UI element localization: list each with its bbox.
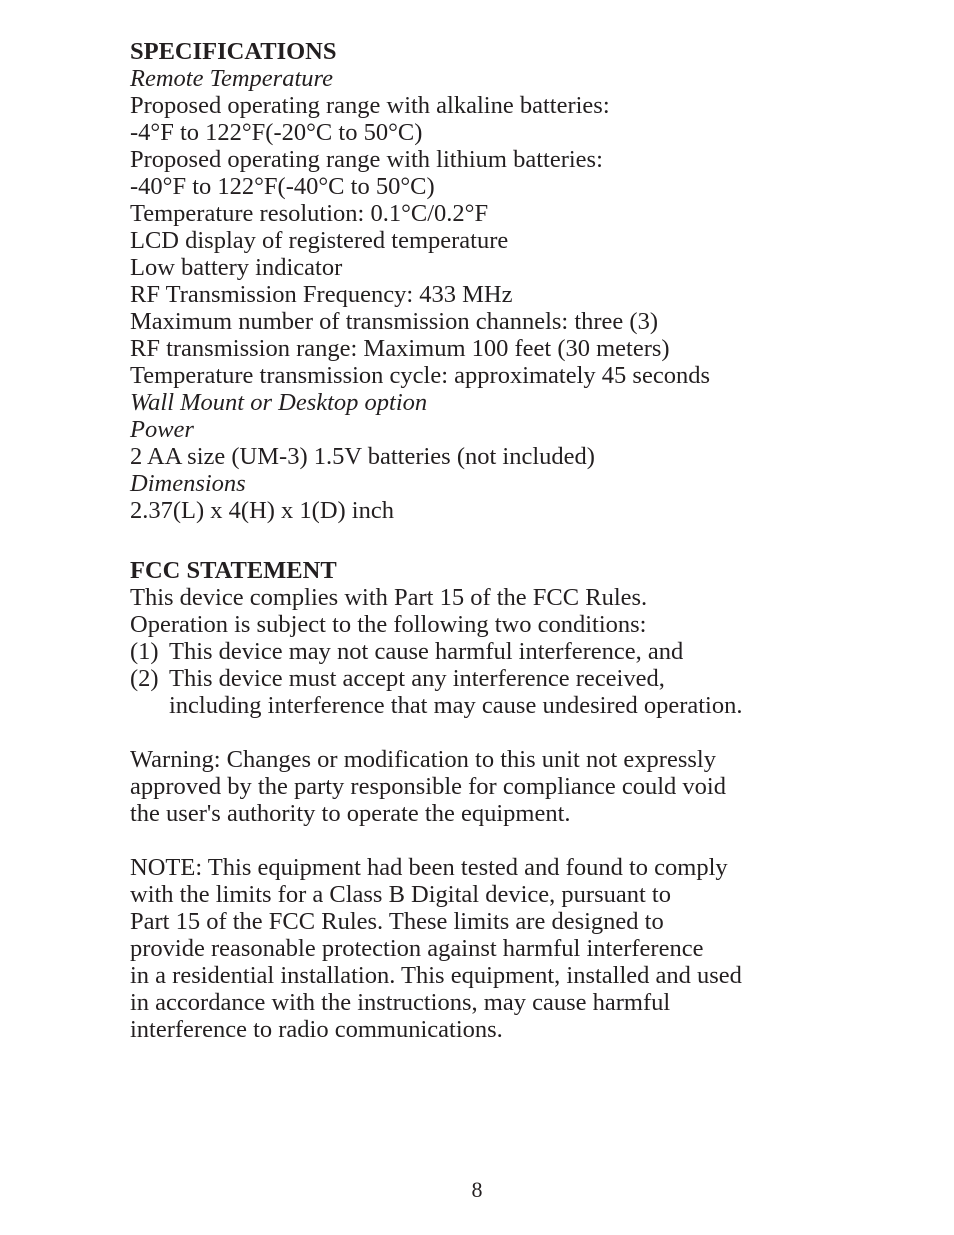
fcc-condition-continuation: including interference that may cause undesired operation. <box>169 692 743 719</box>
power-text: 2 AA size (UM-3) 1.5V batteries (not included) <box>130 443 595 470</box>
fcc-condition-text: This device may not cause harmful interference, and <box>169 638 684 665</box>
dimensions-text: 2.37(L) x 4(H) x 1(D) inch <box>130 497 394 524</box>
spec-line: Maximum number of transmission channels: three (3) <box>130 308 658 335</box>
spec-line: RF transmission range: Maximum 100 feet (30 meters) <box>130 335 670 362</box>
document-page <box>130 38 830 1043</box>
note-paragraph <box>130 854 830 1043</box>
spec-line: -40°F to 122°F(-40°C to 50°C) <box>130 173 435 200</box>
note-line: interference to radio communications. <box>130 1016 503 1043</box>
note-line: in a residential installation. This equipment, installed and used <box>130 962 742 989</box>
fcc-heading: FCC STATEMENT <box>130 557 337 584</box>
paragraph-spacer <box>130 719 830 746</box>
specifications-heading: SPECIFICATIONS <box>130 38 337 65</box>
spec-line: Temperature resolution: 0.1°C/0.2°F <box>130 200 489 227</box>
paragraph-spacer <box>130 827 830 854</box>
spec-line: LCD display of registered temperature <box>130 227 509 254</box>
fcc-condition-number: (2) <box>130 665 159 692</box>
spec-line: -4°F to 122°F(-20°C to 50°C) <box>130 119 423 146</box>
fcc-condition-item <box>130 665 830 692</box>
warning-line: approved by the party responsible for compliance could void <box>130 773 726 800</box>
fcc-intro-line: This device complies with Part 15 of the FCC Rules. <box>130 584 648 611</box>
warning-line: the user's authority to operate the equipment. <box>130 800 571 827</box>
section-spacer <box>130 524 830 557</box>
note-line: with the limits for a Class B Digital device, pursuant to <box>130 881 671 908</box>
specifications-section <box>130 38 830 524</box>
spec-line: Low battery indicator <box>130 254 343 281</box>
note-line: Part 15 of the FCC Rules. These limits are designed to <box>130 908 664 935</box>
note-line: provide reasonable protection against harmful interference <box>130 935 704 962</box>
note-line: NOTE: This equipment had been tested and found to comply <box>130 854 728 881</box>
fcc-condition-text: This device must accept any interference received, <box>169 665 665 692</box>
spec-line: Proposed operating range with lithium batteries: <box>130 146 603 173</box>
warning-line: Warning: Changes or modification to this unit not expressly <box>130 746 716 773</box>
note-line: in accordance with the instructions, may cause harmful <box>130 989 671 1016</box>
dimensions-subheading: Dimensions <box>130 470 246 497</box>
spec-line: Temperature transmission cycle: approximately 45 seconds <box>130 362 710 389</box>
mount-option-subheading: Wall Mount or Desktop option <box>130 389 428 416</box>
fcc-condition-number: (1) <box>130 638 159 665</box>
warning-paragraph <box>130 746 830 827</box>
fcc-statement-section <box>130 557 830 1043</box>
remote-temperature-subheading: Remote Temperature <box>130 65 333 92</box>
fcc-intro-line: Operation is subject to the following two conditions: <box>130 611 647 638</box>
spec-line: Proposed operating range with alkaline batteries: <box>130 92 610 119</box>
spec-line: RF Transmission Frequency: 433 MHz <box>130 281 513 308</box>
page-number: 8 <box>471 1177 483 1202</box>
fcc-condition-item <box>130 638 830 665</box>
power-subheading: Power <box>130 416 194 443</box>
